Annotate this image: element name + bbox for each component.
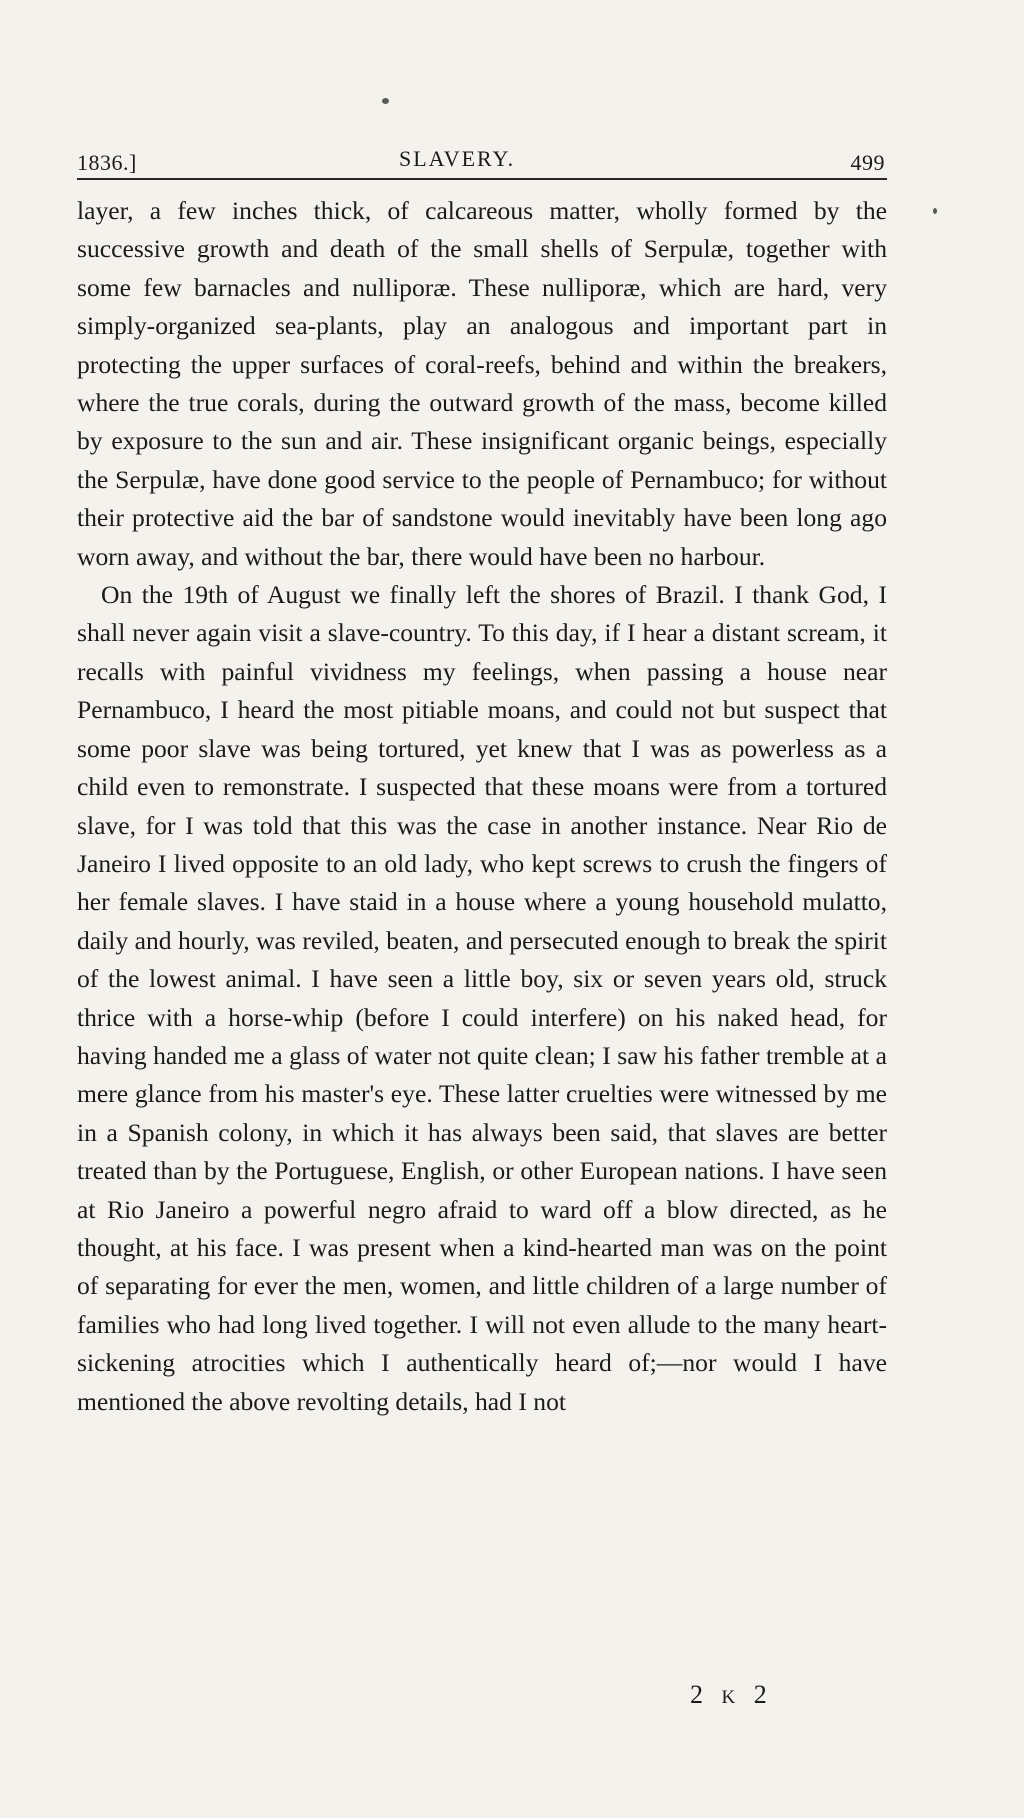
signature-number: 2 [690,1680,709,1709]
paragraph-1: layer, a few inches thick, of calcareous matter, wholly formed by the successive growth and death of the small shells of Serpulæ, together with some few barnacles and nulliporæ. These nulliporæ, which are hard, very simply-organized sea-plants, play an analogous and important part in protecting the upper surfaces of coral-reefs, behind and within the breakers, where the true corals, during the outward growth of the mass, become killed by exposure to the sun and air. These insignificant organic beings, especially the Serpulæ, have done good service to the people of Pernambuco; for without their protective aid the bar of sandstone would inevitably have been long ago worn away, and without the bar, there would have been no harbour. [77,196,887,571]
signature-letter: K [721,1687,742,1708]
header-year: 1836.] [77,150,137,175]
running-header [77,132,885,174]
page-number: 499 [850,150,885,175]
ink-speck [382,98,389,104]
paragraph-2: On the 19th of August we finally left the shores of Brazil. I thank God, I shall never again visit a slave-country. To this day, if I hear a distant scream, it recalls with painful vividness my feelings, when passing a house near Pernambuco, I heard the most pitiable moans, and could not but suspect that some poor slave was being tortured, yet knew that I was as powerless as a child even to remonstrate. I suspected that these moans were from a tortured slave, for I was told that this was the case in another instance. Near Rio de Janeiro I lived opposite to an old lady, who kept screws to crush the fingers of her female slaves. I have staid in a house where a young household mulatto, daily and hourly, was reviled, beaten, and persecuted enough to break the spirit of the lowest animal. I have seen a little boy, six or seven years old, struck thrice with a horse-whip (before I could interfere) on his naked head, for having handed me a glass of water not quite clean; I saw his father tremble at a mere glance from his master's eye. These latter cruelties were witnessed by me in a Spanish colony, in which it has always been said, that slaves are better treated than by the Portuguese, English, or other European nations. I have seen at Rio Janeiro a powerful negro afraid to ward off a blow directed, as he thought, at his face. I was present when a kind-hearted man was on the point of separating for ever the men, women, and little children of a large number of families who had long lived together. I will not even allude to the many heart-sickening atrocities which I authentically heard of;—nor would I have mentioned the above revolting details, had I not [77,580,887,1416]
body-text [77,192,887,1421]
header-title: SLAVERY. [399,146,516,171]
ink-speck [933,208,937,214]
signature-mark [690,1680,773,1710]
signature-number: 2 [753,1680,773,1709]
header-rule [77,178,887,180]
